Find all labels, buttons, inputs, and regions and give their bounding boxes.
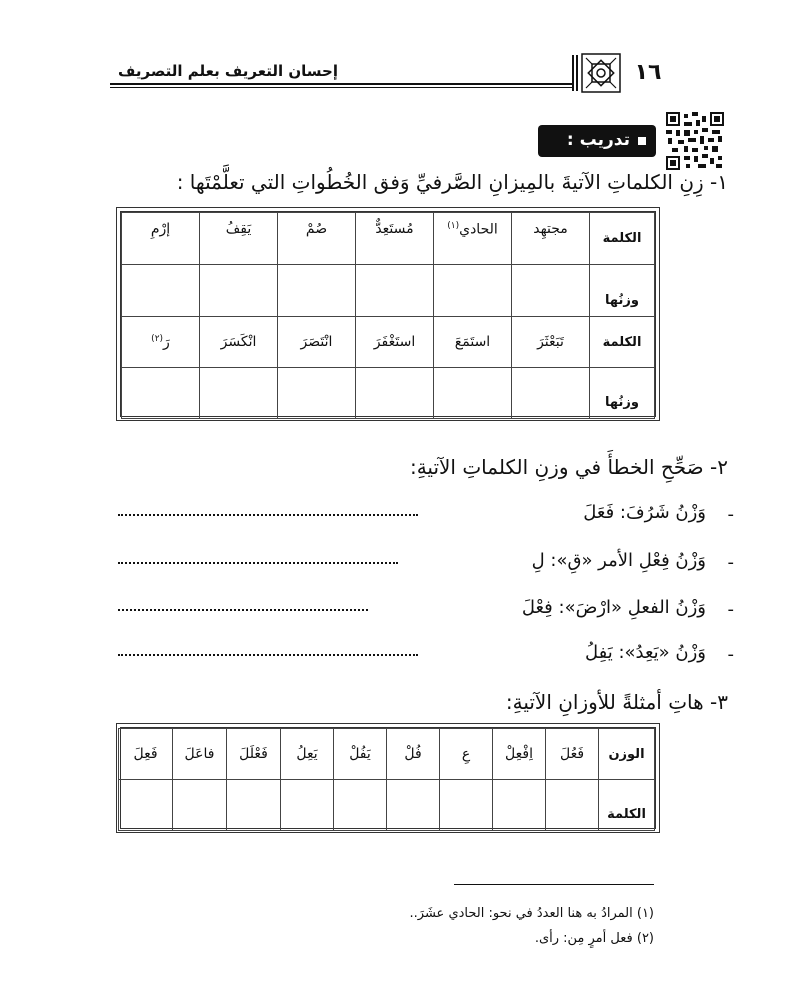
word-cell: يَقِفُ: [200, 213, 278, 265]
row-label-weight: وزنُها: [590, 265, 655, 317]
word-cell: صُمْ: [278, 213, 356, 265]
word-cell: انْتَصَرَ: [278, 317, 356, 368]
correction-statement: وَزْنُ شَرُفَ: فَعَلَ: [583, 502, 706, 523]
word-cell: إرْمِ: [122, 213, 200, 265]
correction-item: [118, 597, 734, 625]
answer-dotted-line[interactable]: [118, 514, 418, 516]
qr-code-icon[interactable]: [666, 112, 724, 170]
word-cell: تَبَعْثَرَ: [512, 317, 590, 368]
table-row: [119, 780, 655, 831]
table-row: [122, 368, 655, 419]
answer-cell[interactable]: [434, 368, 512, 419]
footnote-rule: [454, 884, 654, 885]
bullet-square-icon: [638, 137, 646, 145]
word-cell: [434, 213, 512, 265]
word-cell: [122, 317, 200, 368]
table-row: [122, 213, 655, 265]
answer-cell[interactable]: [493, 780, 546, 831]
exercise-badge: [538, 125, 656, 157]
word-cell: استَغْفَرَ: [356, 317, 434, 368]
answer-cell[interactable]: [356, 368, 434, 419]
table-1: [120, 211, 656, 417]
weight-cell: فُلْ: [387, 729, 440, 780]
correction-item: [118, 642, 734, 670]
table-row: [122, 317, 655, 368]
footnote-1: (١) المرادُ به هنا العددُ في نحو: الحادي عشَرَ..: [409, 906, 654, 921]
book-title: إحسان التعريف بعلم التصريف: [118, 62, 338, 80]
weight-cell: فَعِلَ: [119, 729, 173, 780]
answer-cell[interactable]: [278, 265, 356, 317]
question-3-number: ٣-: [710, 690, 728, 714]
weight-cell: فَعُلَ: [546, 729, 599, 780]
word-cell: مُستَعِدٌّ: [356, 213, 434, 265]
answer-cell[interactable]: [119, 780, 173, 831]
answer-cell[interactable]: [356, 265, 434, 317]
row-label-word: الكلمة: [590, 213, 655, 265]
table-row: [119, 729, 655, 780]
answer-cell[interactable]: [200, 368, 278, 419]
ornament-icon: [581, 53, 621, 93]
row-label-word: الكلمة: [599, 780, 655, 831]
word-cell: مجتهِد: [512, 213, 590, 265]
question-1: [177, 170, 728, 194]
question-2-text: صَحِّحِ الخطأَ في وزنِ الكلماتِ الآتيةِ:: [409, 455, 704, 479]
table-3: [120, 727, 656, 829]
correction-statement: وَزْنُ فِعْلِ الأمر «قِ»: لِ: [531, 550, 706, 571]
dash-bullet: -: [727, 552, 734, 573]
footnote-mark: (١): [447, 221, 460, 231]
dash-bullet: -: [727, 504, 734, 525]
correction-item: [118, 550, 734, 578]
weight-cell: عِ: [440, 729, 493, 780]
answer-cell[interactable]: [122, 368, 200, 419]
question-3: [506, 690, 728, 714]
header-bars: [572, 55, 580, 91]
answer-cell[interactable]: [281, 780, 334, 831]
row-label-word: الكلمة: [590, 317, 655, 368]
question-2: [410, 455, 728, 479]
weight-cell: فاعَلَ: [173, 729, 227, 780]
dash-bullet: -: [727, 644, 734, 665]
word-text: الحادي: [459, 221, 498, 238]
answer-dotted-line[interactable]: [118, 654, 418, 656]
weight-cell: يَعِلُ: [281, 729, 334, 780]
answer-dotted-line[interactable]: [118, 609, 368, 611]
answer-cell[interactable]: [173, 780, 227, 831]
answer-cell[interactable]: [334, 780, 387, 831]
answer-cell[interactable]: [278, 368, 356, 419]
weight-cell: يَفُلْ: [334, 729, 387, 780]
weight-cell: اِفْعِلْ: [493, 729, 546, 780]
answer-cell[interactable]: [200, 265, 278, 317]
answer-cell[interactable]: [512, 265, 590, 317]
question-3-text: هاتِ أمثلةً للأوزانِ الآتيةِ:: [505, 690, 704, 714]
weight-cell: فَعْلَلَ: [227, 729, 281, 780]
dash-bullet: -: [727, 599, 734, 620]
footnote-mark: (٢): [151, 333, 164, 344]
answer-cell[interactable]: [440, 780, 493, 831]
table-row: [122, 265, 655, 317]
word-text: رَ: [163, 334, 170, 351]
header-rule: [110, 83, 572, 85]
row-label-weight: الوزن: [599, 729, 655, 780]
answer-cell[interactable]: [512, 368, 590, 419]
answer-cell[interactable]: [434, 265, 512, 317]
page-number: ١٦: [634, 60, 662, 85]
answer-cell[interactable]: [387, 780, 440, 831]
footnote-2: (٢) فعل أمرٍ مِن: رأى.: [534, 931, 654, 946]
correction-statement: وَزْنُ «يَعِدُ»: يَفِلُ: [584, 642, 706, 663]
word-cell: استَمَعَ: [434, 317, 512, 368]
question-2-number: ٢-: [710, 455, 728, 479]
exercise-badge-label: تدريب :: [566, 130, 630, 150]
header-rule-thin: [110, 87, 572, 88]
row-label-weight: وزنُها: [590, 368, 655, 419]
question-1-text: زِنِ الكلماتِ الآتيةَ بالمِيزانِ الصَّرفيِّ وَفق الخُطُواتِ التي تعلَّمْتَها :: [176, 170, 704, 194]
answer-cell[interactable]: [227, 780, 281, 831]
answer-dotted-line[interactable]: [118, 562, 398, 564]
answer-cell[interactable]: [546, 780, 599, 831]
correction-statement: وَزْنُ الفعلِ «ارْضَ»: فِعْلَ: [521, 597, 706, 618]
correction-item: [118, 502, 734, 530]
word-cell: انْكَسَرَ: [200, 317, 278, 368]
question-1-number: ١-: [710, 170, 728, 194]
answer-cell[interactable]: [122, 265, 200, 317]
